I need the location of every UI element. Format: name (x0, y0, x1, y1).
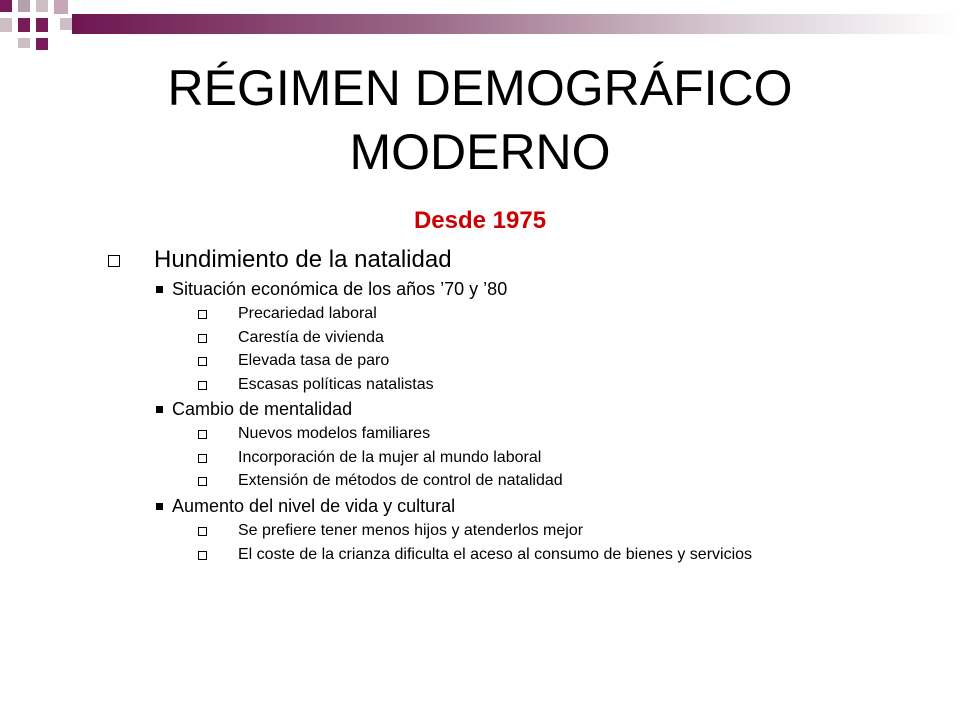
list-item (108, 326, 838, 350)
list-item-text: Se prefiere tener menos hijos y atenderlos mejor (238, 521, 584, 539)
main-point (108, 244, 928, 276)
decor-square (36, 38, 48, 50)
decor-square (18, 38, 30, 48)
list-item (108, 519, 838, 543)
list-item (108, 373, 838, 397)
main-point-text: Hundimiento de la natalidad (154, 246, 452, 273)
list-item-text: Precariedad laboral (238, 305, 377, 322)
list-item-text: Extensión de métodos de control de natalidad (238, 472, 563, 489)
hollow-square-bullet-icon (198, 381, 207, 390)
sub-point (108, 396, 928, 422)
decor-square (0, 18, 12, 32)
hollow-square-bullet-icon (198, 477, 207, 486)
hollow-square-bullet-icon (108, 255, 120, 267)
decor-square (0, 0, 12, 12)
slide-title-line2: MODERNO (349, 124, 611, 180)
hollow-square-bullet-icon (198, 430, 207, 439)
decor-square (18, 0, 30, 12)
slide-content (108, 244, 928, 564)
decor-square (18, 18, 30, 32)
list-item (108, 349, 838, 373)
slide-title (0, 56, 960, 184)
slide-title-line1: RÉGIMEN DEMOGRÁFICO (167, 60, 793, 116)
list-item-text: El coste de la crianza dificulta el aceso al consumo de bienes y servicios (238, 546, 753, 563)
list-item (108, 302, 838, 326)
list-item (108, 542, 838, 564)
list-item-text: Incorporación de la mujer al mundo laboral (238, 448, 542, 466)
sub-point (108, 493, 928, 519)
filled-square-bullet-icon (156, 406, 163, 413)
list-item (108, 422, 838, 446)
sub-point (108, 276, 928, 302)
sub-point-text: Situación económica de los años ’70 y ’80 (172, 279, 508, 299)
filled-square-bullet-icon (156, 503, 163, 510)
decor-square (60, 18, 72, 30)
sub-point-text: Aumento del nivel de vida y cultural (172, 495, 456, 516)
hollow-square-bullet-icon (198, 527, 207, 536)
list-item-text: Nuevos modelos familiares (238, 425, 431, 442)
decorative-top-bar (72, 14, 960, 34)
list-item (108, 446, 838, 470)
filled-square-bullet-icon (156, 286, 163, 293)
sub-point-text: Cambio de mentalidad (172, 399, 353, 419)
list-item-text: Carestía de vivienda (238, 328, 384, 346)
hollow-square-bullet-icon (198, 357, 207, 366)
decor-square (36, 18, 48, 32)
list-item (108, 469, 838, 493)
hollow-square-bullet-icon (198, 454, 207, 463)
list-item-text: Elevada tasa de paro (238, 352, 390, 369)
decor-square (54, 0, 68, 14)
decor-square (36, 0, 48, 12)
hollow-square-bullet-icon (198, 310, 207, 319)
hollow-square-bullet-icon (198, 551, 207, 560)
hollow-square-bullet-icon (198, 334, 207, 343)
list-item-text: Escasas políticas natalistas (238, 375, 434, 393)
slide-subtitle: Desde 1975 (413, 207, 547, 234)
